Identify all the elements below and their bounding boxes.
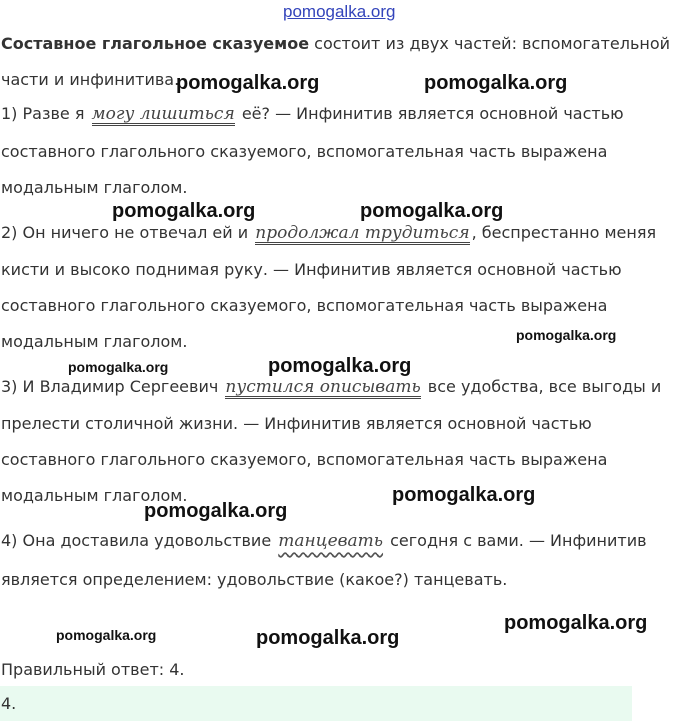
item-1-line-1: [1, 104, 624, 126]
answer-value: 4.: [1, 694, 17, 713]
item-2-line-1: [1, 223, 656, 245]
watermark: pomogalka.org: [112, 200, 256, 222]
answer-box: [0, 686, 632, 721]
correct-answer-text: Правильный ответ: 4.: [1, 660, 185, 679]
item-1-pre: 1) Разве я: [1, 104, 85, 123]
item-1-predicate: могу лишиться: [91, 104, 235, 124]
item-4-pre: 4) Она доставила удовольствие: [1, 531, 272, 550]
intro-term: Составное глагольное сказуемое: [1, 34, 310, 53]
item-3-pre: 3) И Владимир Сергеевич: [1, 377, 219, 396]
intro-line-1: [1, 34, 670, 53]
item-3-line-2: прелести столичной жизни. — Инфинитив является основной частью: [1, 414, 592, 433]
item-3-line-1: [1, 377, 661, 399]
item-1-line-2: составного глагольного сказуемого, вспомогательная часть выражена: [1, 142, 608, 161]
item-2-predicate: продолжал трудиться: [255, 223, 470, 243]
watermark: pomogalka.org: [424, 72, 568, 94]
watermark: pomogalka.org: [68, 359, 169, 375]
item-3-line-4: модальным глаголом.: [1, 486, 188, 505]
header-watermark-link[interactable]: pomogalka.org: [283, 2, 396, 21]
item-4-line-2: является определением: удовольствие (какое?) танцевать.: [1, 570, 508, 589]
watermark: pomogalka.org: [504, 612, 648, 634]
item-3-line-3: составного глагольного сказуемого, вспомогательная часть выражена: [1, 450, 608, 469]
item-2-line-2: кисти и высоко поднимая руку. — Инфинитив является основной частью: [1, 260, 622, 279]
item-4-attribute: танцевать: [278, 531, 384, 551]
watermark: pomogalka.org: [268, 355, 412, 377]
item-1-line-3: модальным глаголом.: [1, 178, 188, 197]
item-1-post: её? — Инфинитив является основной частью: [241, 104, 624, 123]
watermark: pomogalka.org: [392, 484, 536, 506]
item-2-pre: 2) Он ничего не отвечал ей и: [1, 223, 249, 242]
watermark: pomogalka.org: [256, 627, 400, 649]
item-2-line-4: модальным глаголом.: [1, 332, 188, 351]
intro-text: состоит из двух частей: вспомогательной: [309, 34, 671, 53]
item-4-line-1: [1, 531, 647, 551]
watermark: pomogalka.org: [176, 72, 320, 94]
item-3-predicate: пустился описывать: [225, 377, 421, 397]
watermark: pomogalka.org: [516, 327, 617, 343]
item-2-line-3: составного глагольного сказуемого, вспомогательная часть выражена: [1, 296, 608, 315]
watermark: pomogalka.org: [360, 200, 504, 222]
item-4-post: сегодня с вами. — Инфинитив: [390, 531, 647, 550]
watermark: pomogalka.org: [56, 627, 157, 643]
item-2-post: , беспрестанно меняя: [471, 223, 657, 242]
watermark: pomogalka.org: [144, 500, 288, 522]
item-3-post: все удобства, все выгоды и: [427, 377, 662, 396]
intro-line-2: части и инфинитива.: [1, 70, 180, 89]
